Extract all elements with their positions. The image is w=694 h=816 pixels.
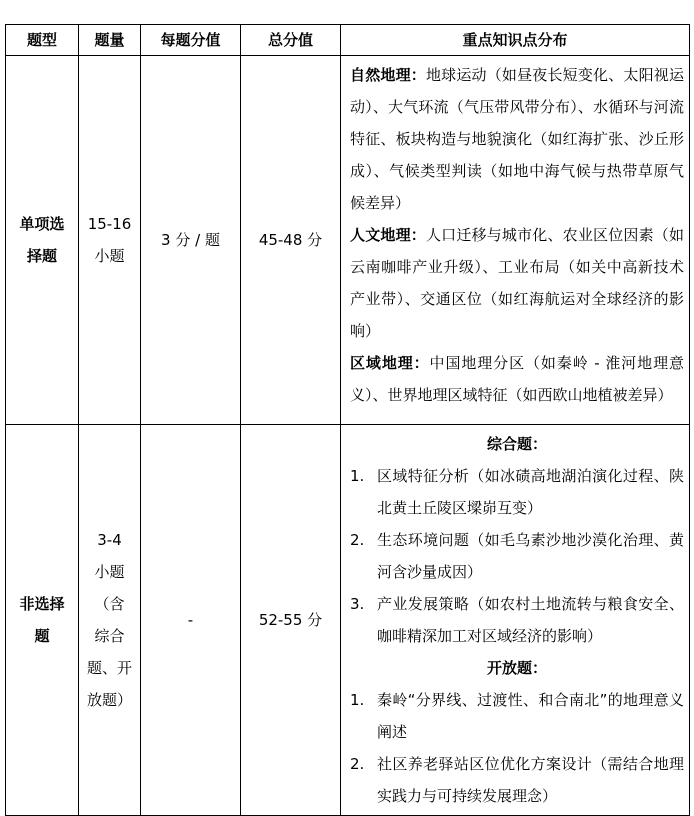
list-item: [350, 460, 684, 524]
count-line: 小题: [94, 563, 125, 581]
list-item: [350, 588, 684, 652]
cell-type: [6, 56, 79, 425]
header-total-score: 总分值: [241, 25, 341, 56]
row-single-choice: [6, 56, 690, 425]
header-type: 题型: [6, 25, 79, 56]
item-text: 秦岭“分界线、过渡性、和合南北”的地理意义阐述: [377, 691, 684, 741]
knowledge-block: [350, 59, 684, 219]
cell-count: [79, 56, 141, 425]
count-line: 小题: [94, 247, 125, 265]
comprehensive-title: 综合题：: [486, 435, 547, 453]
item-number: 2.: [350, 755, 365, 773]
cell-count: [79, 425, 141, 816]
item-text: 生态环境问题（如毛乌素沙地沙漠化治理、黄河含沙量成因）: [377, 531, 684, 581]
type-line: 择题: [26, 247, 57, 265]
list-item: [350, 684, 684, 748]
block-text: 人口迁移与城市化、农业区位因素（如云南咖啡产业升级）、工业布局（如关中高新技术产业带）、交通区位（如红海航运对全球经济的影响）: [350, 226, 684, 340]
count-line: 15-16: [87, 215, 132, 233]
row-non-choice: [6, 425, 690, 816]
cell-type: [6, 425, 79, 816]
cell-per-score: 3 分 / 题: [141, 56, 241, 425]
cell-total-score: 52-55 分: [241, 425, 341, 816]
block-text: 地球运动（如昼夜长短变化、太阳视运动）、大气环流（气压带风带分布）、水循环与河流特征、板块构造与地貌演化（如红海扩张、沙丘形成）、气候类型判读（如地中海气候与热带草原气候差异）: [350, 66, 684, 212]
item-text: 产业发展策略（如农村土地流转与粮食安全、咖啡精深加工对区域经济的影响）: [377, 595, 684, 645]
header-count: 题量: [79, 25, 141, 56]
item-text: 社区养老驿站区位优化方案设计（需结合地理实践力与可持续发展理念）: [377, 755, 684, 805]
header-row: [6, 25, 690, 56]
count-line: 3-4: [97, 531, 122, 549]
cell-knowledge: [341, 56, 690, 425]
cell-per-score: -: [141, 425, 241, 816]
block-label: 自然地理：: [350, 66, 426, 84]
list-item: [350, 524, 684, 588]
knowledge-block: [350, 347, 684, 411]
open-title: 开放题：: [486, 659, 547, 677]
count-line: （含: [94, 595, 125, 613]
type-line: 单项选: [19, 215, 65, 233]
item-number: 1.: [350, 467, 365, 485]
type-line: 题: [34, 627, 50, 645]
header-knowledge: 重点知识点分布: [341, 25, 690, 56]
type-line: 非选择: [19, 595, 65, 613]
item-number: 1.: [350, 691, 365, 709]
item-text: 区域特征分析（如冰碛高地湖泊演化过程、陕北黄土丘陵区墚峁互变）: [377, 467, 684, 517]
knowledge-block: [350, 219, 684, 347]
block-label: 区域地理：: [350, 354, 430, 372]
block-text: 中国地理分区（如秦岭 - 淮河地理意义）、世界地理区域特征（如西欧山地植被差异）: [350, 354, 684, 404]
list-item: [350, 748, 684, 812]
count-line: 综合: [94, 627, 125, 645]
exam-structure-table: [5, 24, 690, 816]
count-line: 放题）: [86, 691, 132, 709]
cell-total-score: 45-48 分: [241, 56, 341, 425]
header-per-score: 每题分值: [141, 25, 241, 56]
item-number: 2.: [350, 531, 365, 549]
item-number: 3.: [350, 595, 365, 613]
cell-knowledge: [341, 425, 690, 816]
block-label: 人文地理：: [350, 226, 426, 244]
count-line: 题、开: [86, 659, 132, 677]
